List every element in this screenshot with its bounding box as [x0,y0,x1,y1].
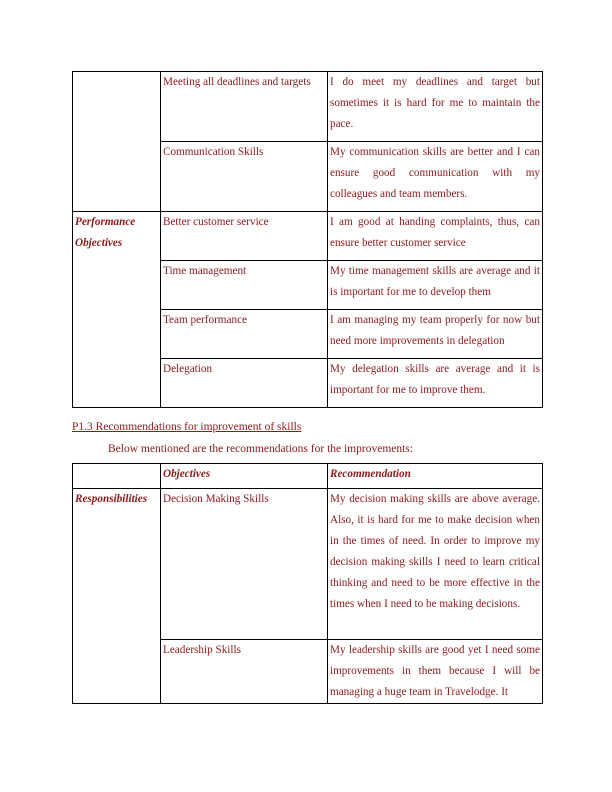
table-cell-category: Performance Objectives [73,212,161,408]
table-cell-recommendation: My decision making skills are above average. Also, it is hard for me to make decision when in the times of need. In order to improve my decision making skills I need to learn critical thinking and need to be more effective in the times when I need to be making decisions. [328,489,543,640]
table-cell-objective: Team performance [161,310,328,359]
performance-objectives-table [72,71,543,408]
table-cell-description: I do meet my deadlines and target but sometimes it is hard for me to maintain the pace. [328,72,543,142]
table-cell-description: I am managing my team properly for now but need more improvements in delegation [328,310,543,359]
table-cell-description: My time management skills are average and it is important for me to develop them [328,261,543,310]
table-cell-description: My delegation skills are average and it is important for me to improve them. [328,359,543,408]
header-cell-recommendation: Recommendation [328,464,543,489]
table-cell-objective: Time management [161,261,328,310]
recommendations-table [72,463,543,704]
table-row [73,72,543,142]
table-cell-recommendation: My leadership skills are good yet I need some improvements in them because I will be managing a huge team in Travelodge. It [328,640,543,704]
table-cell-objective: Better customer service [161,212,328,261]
table-cell-objective: Communication Skills [161,142,328,212]
table-cell-category [73,72,161,212]
table-cell-objective: Leadership Skills [161,640,328,704]
table-row [73,489,543,640]
table-row [73,212,543,261]
section-heading: P1.3 Recommendations for improvement of skills [72,421,302,433]
table-cell-objective: Delegation [161,359,328,408]
table-cell-objective: Decision Making Skills [161,489,328,640]
table-cell-description: My communication skills are better and I can ensure good communication with my colleagues and team members. [328,142,543,212]
table-cell-description: I am good at handing complaints, thus, can ensure better customer service [328,212,543,261]
header-cell-blank [73,464,161,489]
table-cell-objective: Meeting all deadlines and targets [161,72,328,142]
section-intro: Below mentioned are the recommendations for the improvements: [108,443,413,455]
table-cell-category: Responsibilities [73,489,161,704]
table-header-row [73,464,543,489]
header-cell-objectives: Objectives [161,464,328,489]
